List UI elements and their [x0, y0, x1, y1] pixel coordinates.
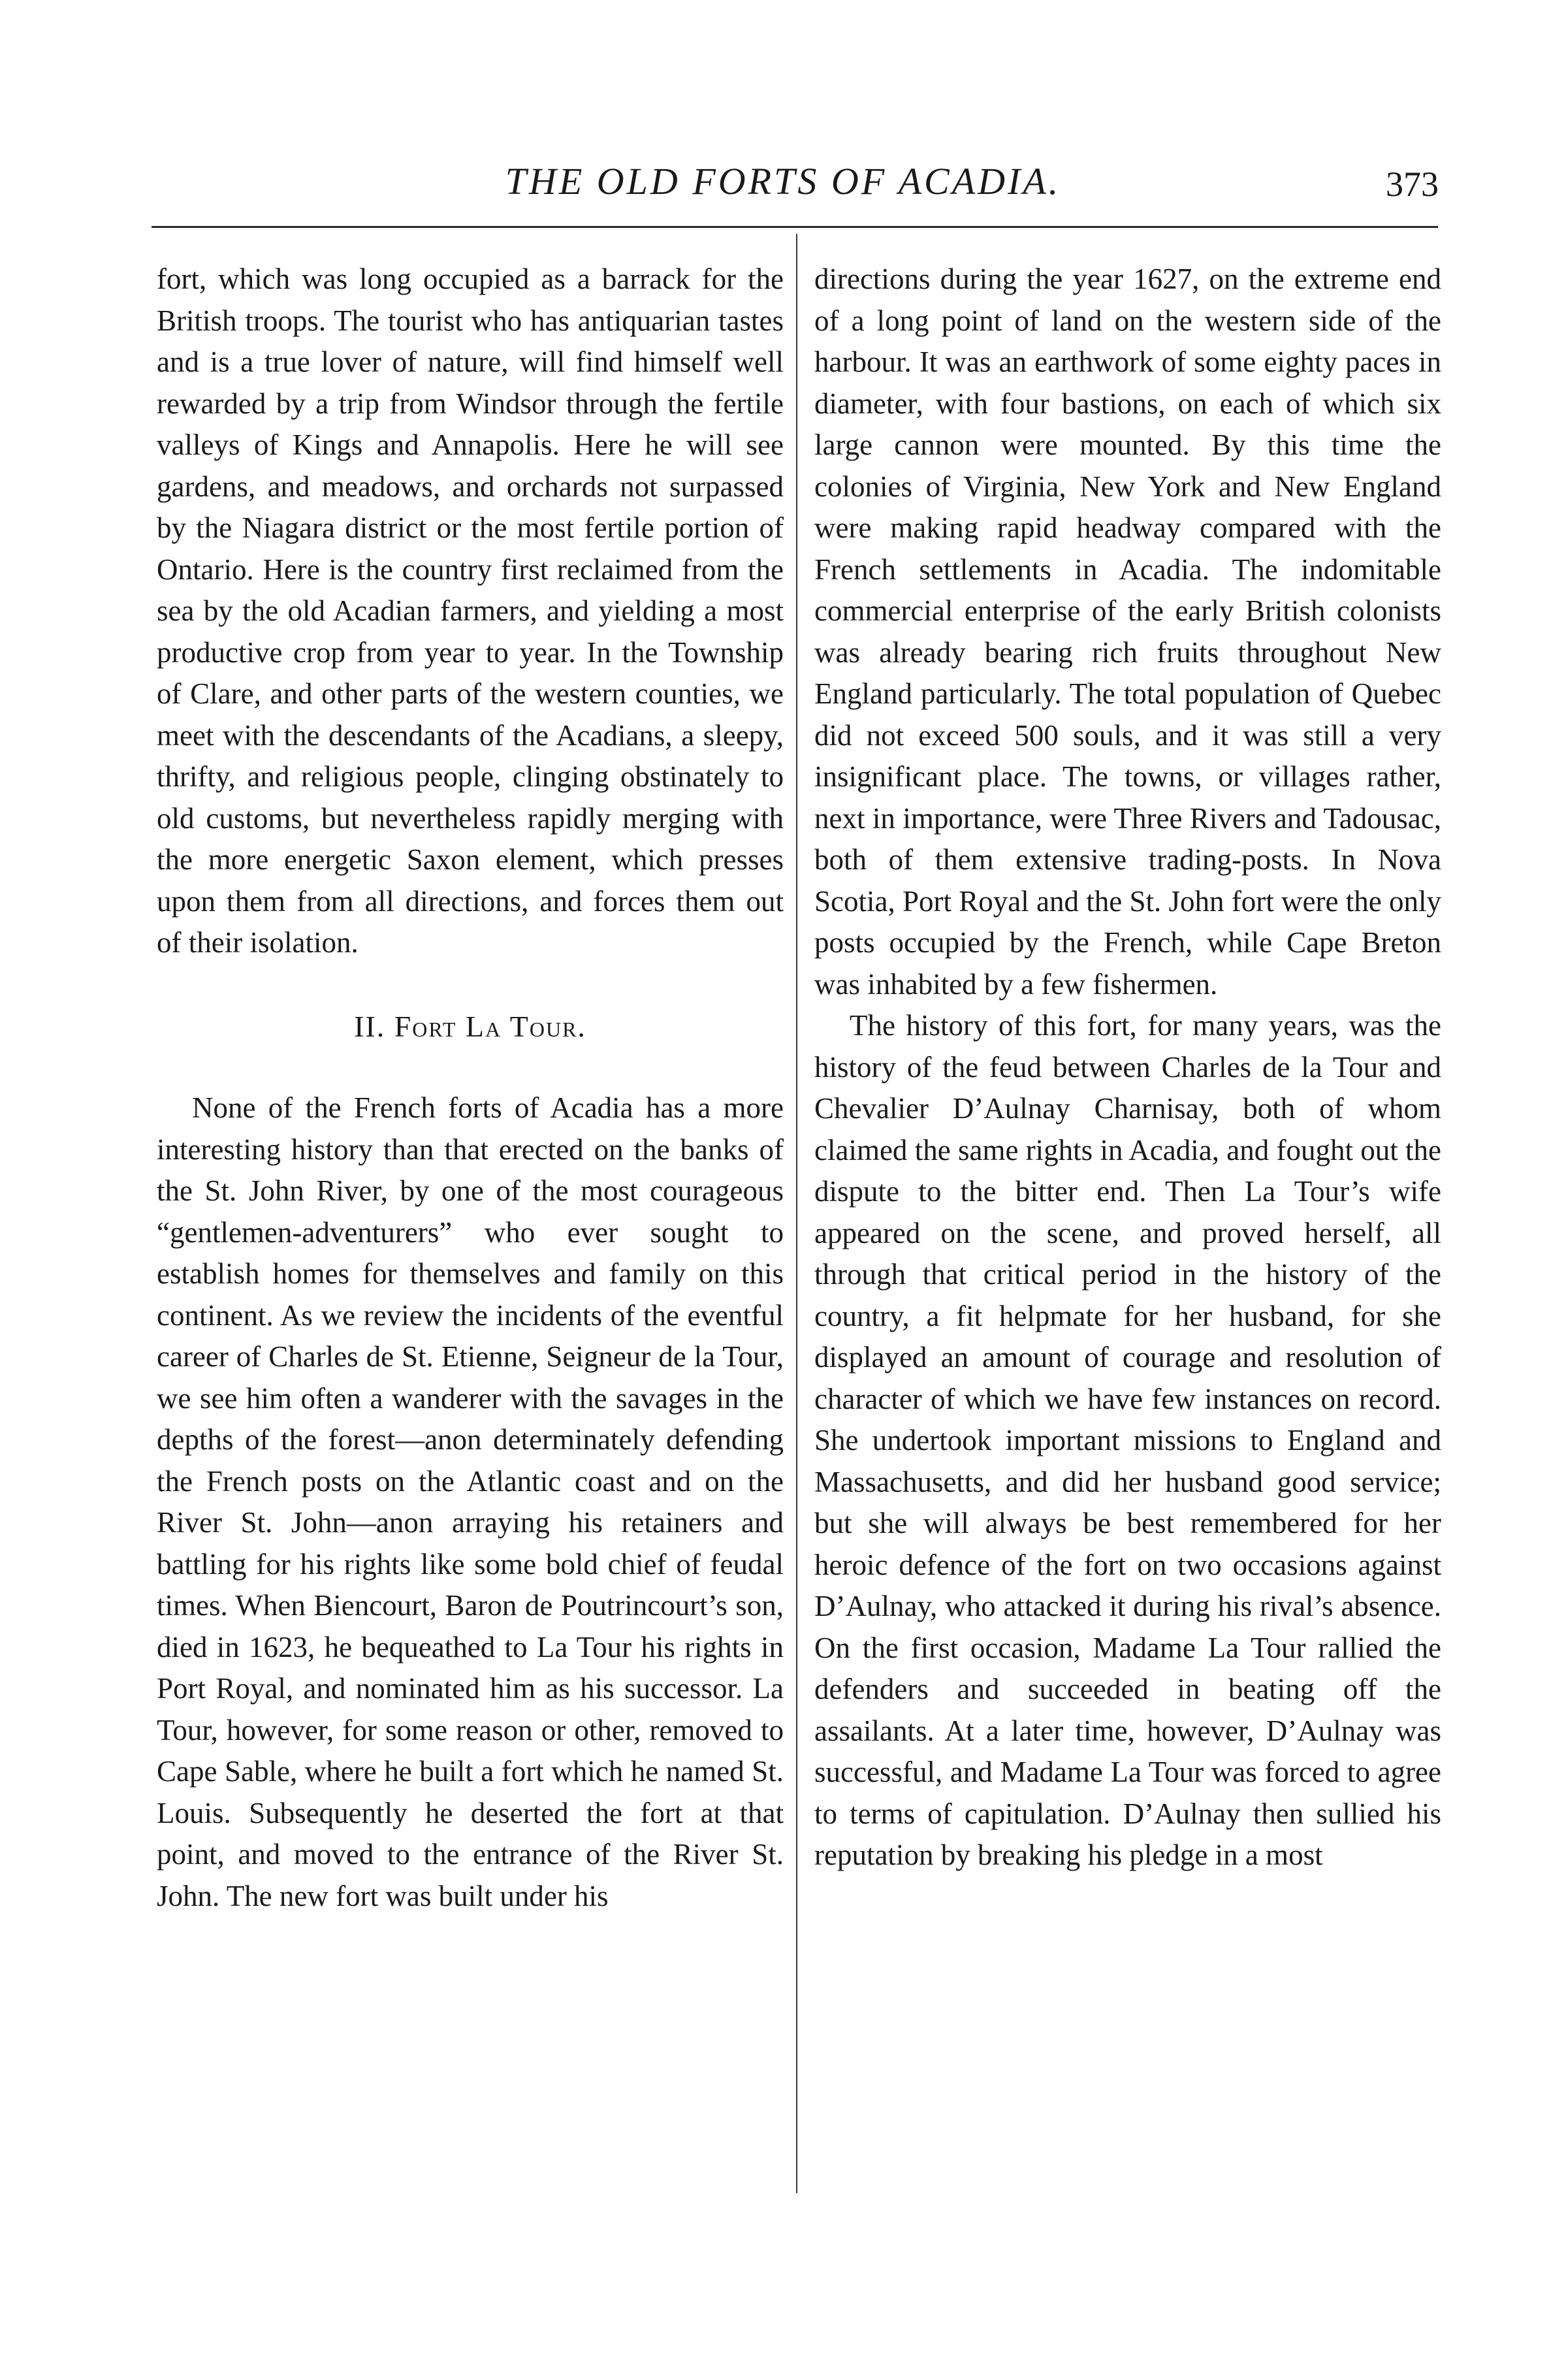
section-title: Fort La Tour.	[394, 1009, 586, 1043]
right-column	[814, 259, 1441, 1876]
paragraph-fort-barrack: fort, which was long occupied as a barrack for the British troops. The tourist who has antiquarian tastes and is a true lover of nature, will find himself well rewarded by a trip from Windsor through the fertile valleys of Kings and Annapolis. Here he will see gardens, and meadows, and orchards not surpassed by the Niagara district or the most fertile portion of Ontario. Here is the country first reclaimed from the sea by the old Acadian farmers, and yielding a most productive crop from year to year. In the Township of Clare, and other parts of the western counties, we meet with the descendants of the Acadians, a sleepy, thrifty, and religious people, clinging obstinately to old customs, but nevertheless rapidly merging with the more energetic Saxon element, which presses upon them from all directions, and forces them out of their isolation.	[157, 263, 784, 959]
section-heading	[157, 1006, 784, 1048]
column-divider	[796, 234, 797, 2193]
paragraph-fort-history: The history of this fort, for many years, was the history of the feud between Charles de la Tour and Chevalier D’Aulnay Charnisay, both of whom claimed the same rights in Acadia, and fought out the dispute to the bitter end. Then La Tour’s wife appeared on the scene, and proved herself, all through that critical period in the history of the country, a fit helpmate for her husband, for she displayed an amount of courage and resolution of character of which we have few instances on record. She undertook important missions to England and Massachusetts, and did her husband good service; but she will always be best remembered for her heroic defence of the fort on two occasions against D’Aulnay, who attacked it during his rival’s absence. On the first occasion, Madame La Tour rallied the defenders and succeeded in beating off the assailants. At a later time, however, D’Aulnay was successful, and Madame La Tour was forced to agree to terms of capitulation. D’Aulnay then sullied his reputation by breaking his pledge in a most	[814, 1009, 1441, 1871]
section-number: II.	[354, 1009, 386, 1043]
running-head	[0, 155, 1566, 208]
page-number: 373	[1386, 165, 1439, 204]
header-rule	[152, 226, 1438, 228]
paragraph-fort-description: directions during the year 1627, on the extreme end of a long point of land on the western side of the harbour. It was an earthwork of some eighty paces in diameter, with four bastions, on each of which six large cannon were mounted. By this time the colonies of Virginia, New York and New England were making rapid headway compared with the French settlements in Acadia. The indomitable commercial enterprise of the early British colonists was already bearing rich fruits throughout New England particularly. The total population of Quebec did not exceed 500 souls, and it was still a very insignificant place. The towns, or villages rather, next in importance, were Three Rivers and Tadousac, both of them extensive trading-posts. In Nova Scotia, Port Royal and the St. John fort were the only posts occupied by the French, while Cape Breton was inhabited by a few fishermen.	[814, 263, 1441, 1001]
running-title: THE OLD FORTS OF ACADIA.	[505, 160, 1061, 202]
paragraph-fort-la-tour: None of the French forts of Acadia has a more interesting history than that erected on the banks of the St. John River, by one of the most courageous “gentlemen-adventurers” who ever sought to establish homes for themselves and family on this continent. As we review the incidents of the eventful career of Charles de St. Etienne, Seigneur de la Tour, we see him often a wanderer with the savages in the depths of the forest—anon determinately defending the French posts on the Atlantic coast and on the River St. John—anon arraying his retainers and battling for his rights like some bold chief of feudal times. When Biencourt, Baron de Poutrincourt’s son, died in 1623, he bequeathed to La Tour his rights in Port Royal, and nominated him as his successor. La Tour, however, for some reason or other, removed to Cape Sable, where he built a fort which he named St. Louis. Subsequently he deserted the fort at that point, and moved to the entrance of the River St. John. The new fort was built under his	[157, 1091, 784, 1912]
left-column	[157, 259, 784, 1917]
